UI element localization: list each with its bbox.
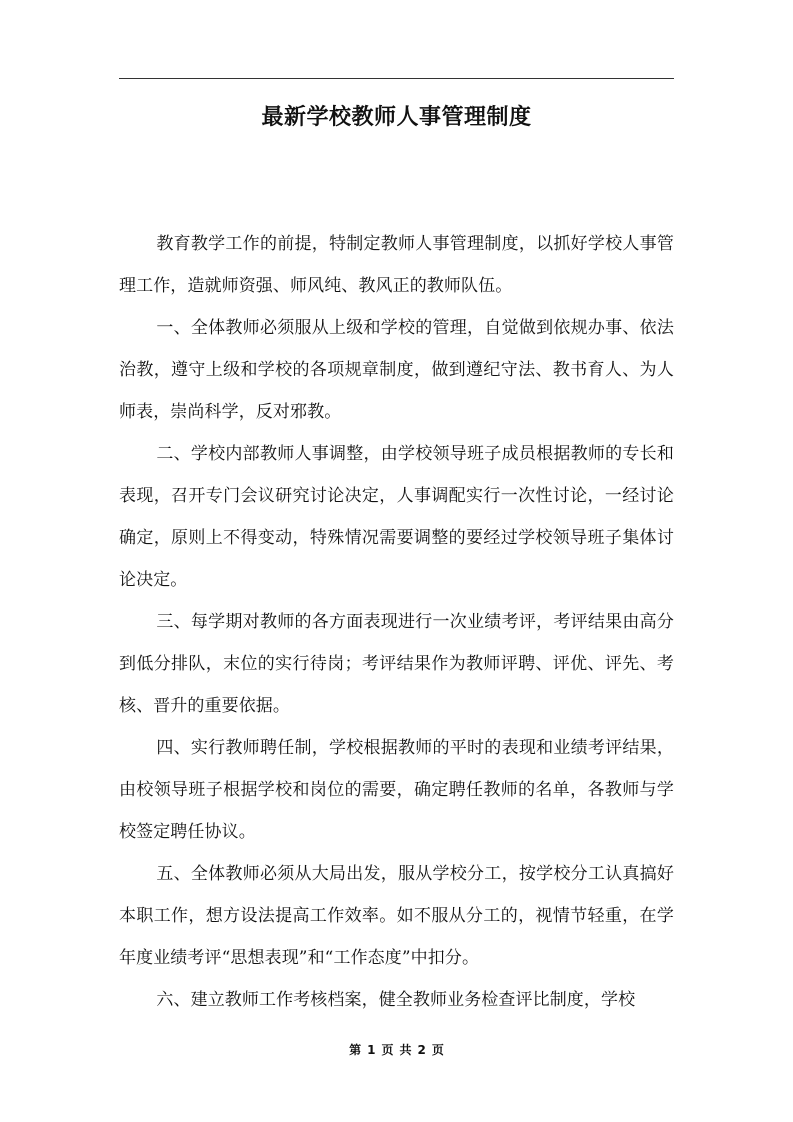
paragraph-2: 二、学校内部教师人事调整，由学校领导班子成员根据教师的专长和表现，召开专门会议研究讨论决定，人事调配实行一次性讨论，一经讨论确定，原则上不得变动，特殊情况需要调整的要经过学校领导班子集体讨论决定。 xyxy=(119,444,674,590)
page-footer xyxy=(119,1040,674,1060)
footer-total-pages: 2 xyxy=(417,1043,426,1057)
paragraph-6: 六、建立教师工作考核档案，健全教师业务检查评比制度，学校 xyxy=(156,990,636,1010)
header-rule xyxy=(119,78,674,79)
paragraph-4: 四、实行教师聘任制，学校根据教师的平时的表现和业绩考评结果，由校领导班子根据学校和岗位的需要，确定聘任教师的名单，各教师与学校签定聘任协议。 xyxy=(119,738,674,842)
paragraph-3: 三、每学期对教师的各方面表现进行一次业绩考评，考评结果由高分到低分排队，末位的实行待岗；考评结果作为教师评聘、评优、评先、考核、晋升的重要依据。 xyxy=(119,612,674,716)
footer-page-unit: 页 xyxy=(381,1043,394,1057)
footer-total-unit: 页 xyxy=(431,1043,444,1057)
document-body xyxy=(119,223,674,1021)
paragraph-1: 一、全体教师必须服从上级和学校的管理，自觉做到依规办事、依法治教，遵守上级和学校的各项规章制度，做到遵纪守法、教书育人、为人师表，崇尚科学，反对邪教。 xyxy=(119,318,674,422)
paragraph-intro: 教育教学工作的前提，特制定教师人事管理制度，以抓好学校人事管理工作，造就师资强、师风纯、教风正的教师队伍。 xyxy=(119,234,674,296)
paragraph-5: 五、全体教师必须从大局出发，服从学校分工，按学校分工认真搞好本职工作，想方设法提高工作效率。如不服从分工的，视情节轻重，在学年度业绩考评“思想表现”和“工作态度”中扣分。 xyxy=(119,864,674,968)
footer-prefix: 第 xyxy=(349,1043,362,1057)
footer-current-page: 1 xyxy=(367,1043,376,1057)
document-title: 最新学校教师人事管理制度 xyxy=(261,105,532,130)
footer-total-prefix: 共 xyxy=(399,1043,412,1057)
